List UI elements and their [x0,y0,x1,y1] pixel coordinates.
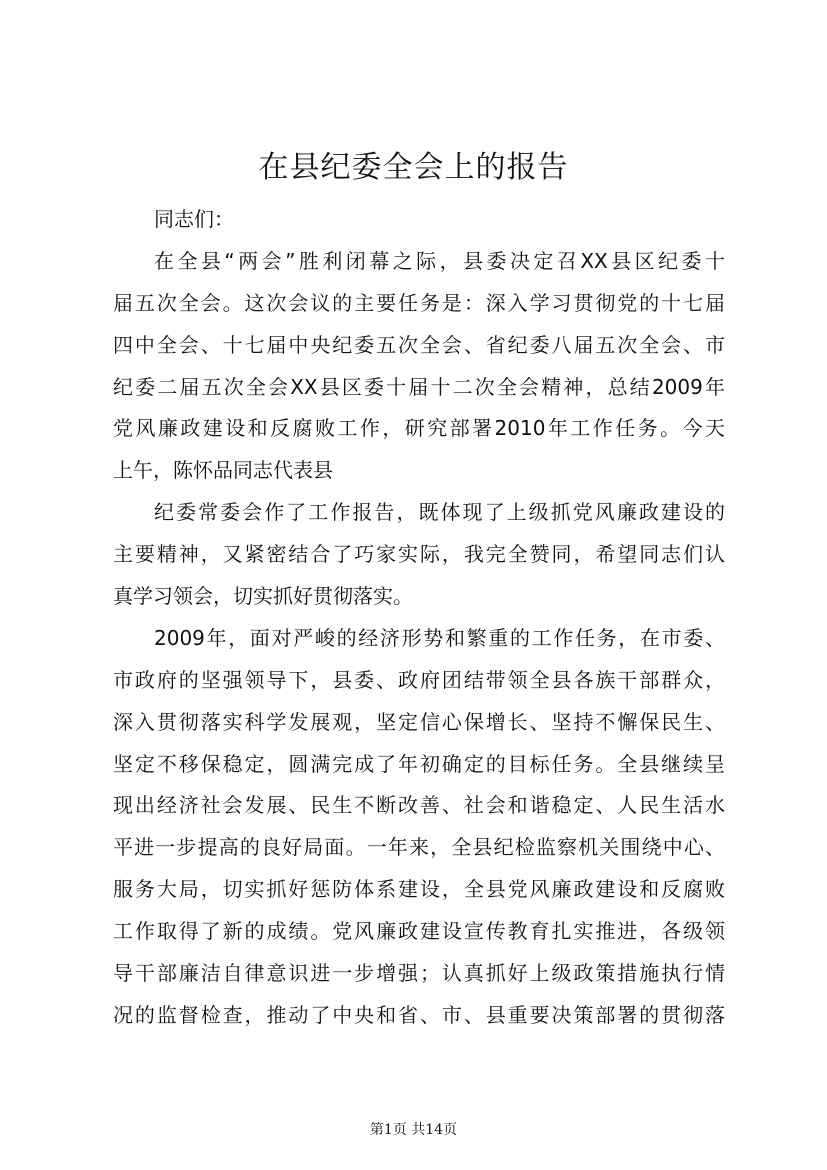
text-line: 纪委常委会作了工作报告，既体现了上级抓党风廉政建设的 [154,500,725,525]
text-line: 市政府的坚强领导下，县委、政府团结带领全县各族干部群众， [113,667,725,692]
text-line: 届五次全会。这次会议的主要任务是：深入学习贯彻党的十七届 [113,290,725,315]
text-line: 党风廉政建设和反腐败工作，研究部署2010年工作任务。今天 [113,416,725,441]
text-line: 导干部廉洁自律意识进一步增强；认真抓好上级政策措施执行情 [113,961,725,986]
text-line: 同志们： [154,207,234,231]
text-line: 在全县“两会”胜利闭幕之际，县委决定召XX县区纪委十 [154,248,725,273]
text-line: 2009年，面对严峻的经济形势和繁重的工作任务，在市委、 [154,625,725,650]
text-line: 真学习领会，切实抓好贯彻落实。 [113,584,413,609]
text-line: 工作取得了新的成绩。党风廉政建设宣传教育扎实推进，各级领 [113,919,725,944]
text-line: 主要精神，又紧密结合了巧家实际，我完全赞同，希望同志们认 [113,542,725,567]
document-body [113,199,725,1037]
text-line: 况的监督检查，推动了中央和省、市、县重要决策部署的贯彻落 [113,1002,725,1027]
text-line: 深入贯彻落实科学发展观，坚定信心保增长、坚持不懈保民生、 [113,709,725,734]
text-line: 纪委二届五次全会XX县区委十届十二次全会精神，总结2009年 [113,374,725,399]
text-line: 四中全会、十七届中央纪委五次全会、省纪委八届五次全会、市 [113,332,725,357]
text-line: 坚定不移保稳定，圆满完成了年初确定的目标任务。全县继续呈 [113,751,725,776]
page-footer: 第1页 共14页 [369,1122,458,1138]
text-line: 现出经济社会发展、民生不断改善、社会和谐稳定、人民生活水 [113,793,725,818]
document-title: 在县纪委全会上的报告 [258,150,569,185]
text-line: 服务大局，切实抓好惩防体系建设，全县党风廉政建设和反腐败 [113,877,725,902]
text-line: 平进一步提高的良好局面。一年来，全县纪检监察机关围绕中心、 [113,835,725,860]
text-line: 上午，陈怀品同志代表县 [113,458,333,483]
